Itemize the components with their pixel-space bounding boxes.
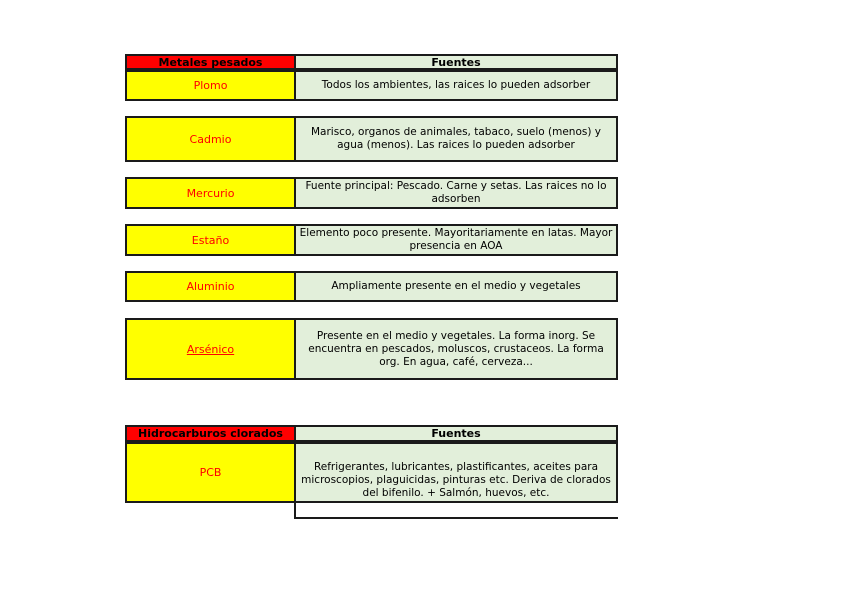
metal-cell-cadmio: Cadmio — [125, 116, 296, 162]
source-cell-estano: Elemento poco presente. Mayoritariamente en latas. Mayor presencia en AOA — [294, 224, 618, 256]
table1-header-sources: Fuentes — [294, 54, 618, 70]
source-cell-plomo: Todos los ambientes, las raices lo pueden adsorber — [294, 70, 618, 101]
source-cell-arsenico: Presente en el medio y vegetales. La forma inorg. Se encuentra en pescados, moluscos, crustaceos. La forma org. En agua, café, cerveza... — [294, 318, 618, 380]
compound-cell-pcb: PCB — [125, 442, 296, 503]
table1-header-metals: Metales pesados — [125, 54, 296, 70]
arsenico-link[interactable]: Arsénico — [186, 342, 235, 356]
empty-row-bottom-border — [294, 517, 618, 519]
source-cell-pcb: Refrigerantes, lubricantes, plastificantes, aceites para microscopios, plaguicidas, pinturas etc. Deriva de clorados del bifenilo. + Salmón, huevos, etc. — [294, 442, 618, 503]
metal-cell-mercurio: Mercurio — [125, 177, 296, 209]
metal-cell-plomo: Plomo — [125, 70, 296, 101]
source-cell-mercurio: Fuente principal: Pescado. Carne y setas. Las raices no lo adsorben — [294, 177, 618, 209]
table2-header-sources: Fuentes — [294, 425, 618, 442]
metal-cell-arsenico[interactable] — [125, 318, 296, 380]
metal-cell-estano: Estaño — [125, 224, 296, 256]
table2-header-hydrocarbons: Hidrocarburos clorados — [125, 425, 296, 442]
metal-cell-aluminio: Aluminio — [125, 271, 296, 302]
source-cell-cadmio: Marisco, organos de animales, tabaco, suelo (menos) y agua (menos). Las raices lo pueden adsorber — [294, 116, 618, 162]
source-cell-aluminio: Ampliamente presente en el medio y vegetales — [294, 271, 618, 302]
